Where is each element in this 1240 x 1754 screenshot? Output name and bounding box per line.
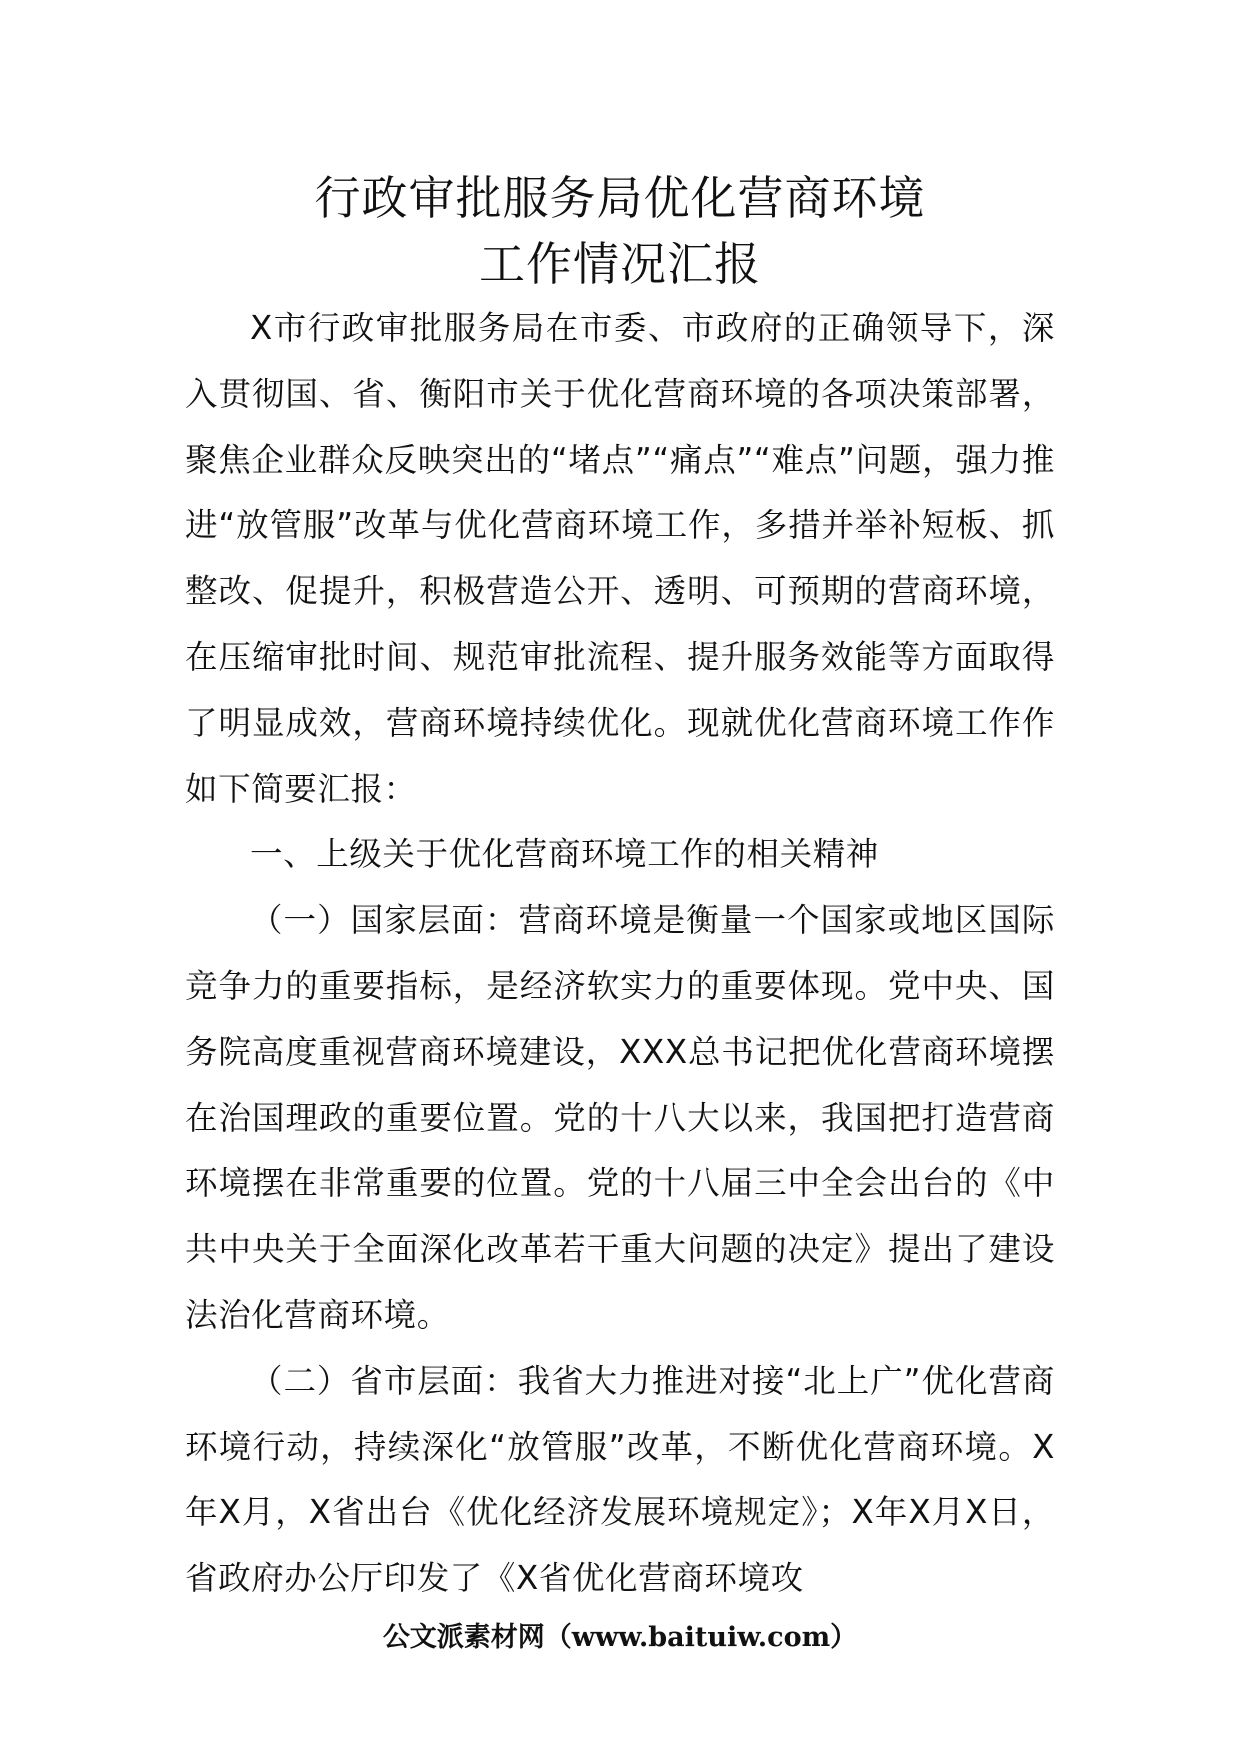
document-title-line-2: 工作情况汇报 <box>479 237 761 291</box>
document-body <box>185 296 1055 1612</box>
provincial-level-paragraph: （二）省市层面：我省大力推进对接“北上广”优化营商环境行动，持续深化“放管服”改革，不断优化营商环境。X年X月，X省出台《优化经济发展环境规定》；X年X月X日，省政府办公厅印发了《X省优化营商环境攻 <box>185 1361 1055 1598</box>
intro-paragraph: X市行政审批服务局在市委、市政府的正确领导下，深入贯彻国、省、衡阳市关于优化营商环境的各项决策部署，聚焦企业群众反映突出的“堵点”“痛点”“难点”问题，强力推进“放管服”改革与优化营商环境工作，多措并举补短板、抓整改、促提升，积极营造公开、透明、可预期的营商环境，在压缩审批时间、规范审批流程、提升服务效能等方面取得了明显成效，营商环境持续优化。现就优化营商环境工作作如下简要汇报： <box>185 309 1055 808</box>
section-heading-1: 一、上级关于优化营商环境工作的相关精神 <box>250 835 879 874</box>
national-level-paragraph: （一）国家层面：营商环境是衡量一个国家或地区国际竞争力的重要指标，是经济软实力的重要体现。党中央、国务院高度重视营商环境建设，XXX总书记把优化营商环境摆在治国理政的重要位置。党的十八大以来，我国把打造营商环境摆在非常重要的位置。党的十八届三中全会出台的《中共中央关于全面深化改革若干重大问题的决定》提出了建设法治化营商环境。 <box>185 901 1055 1334</box>
document-title-line-1: 行政审批服务局优化营商环境 <box>314 171 926 225</box>
watermark-footer: 公文派素材网（www.baituiw.com） <box>382 1622 858 1653</box>
